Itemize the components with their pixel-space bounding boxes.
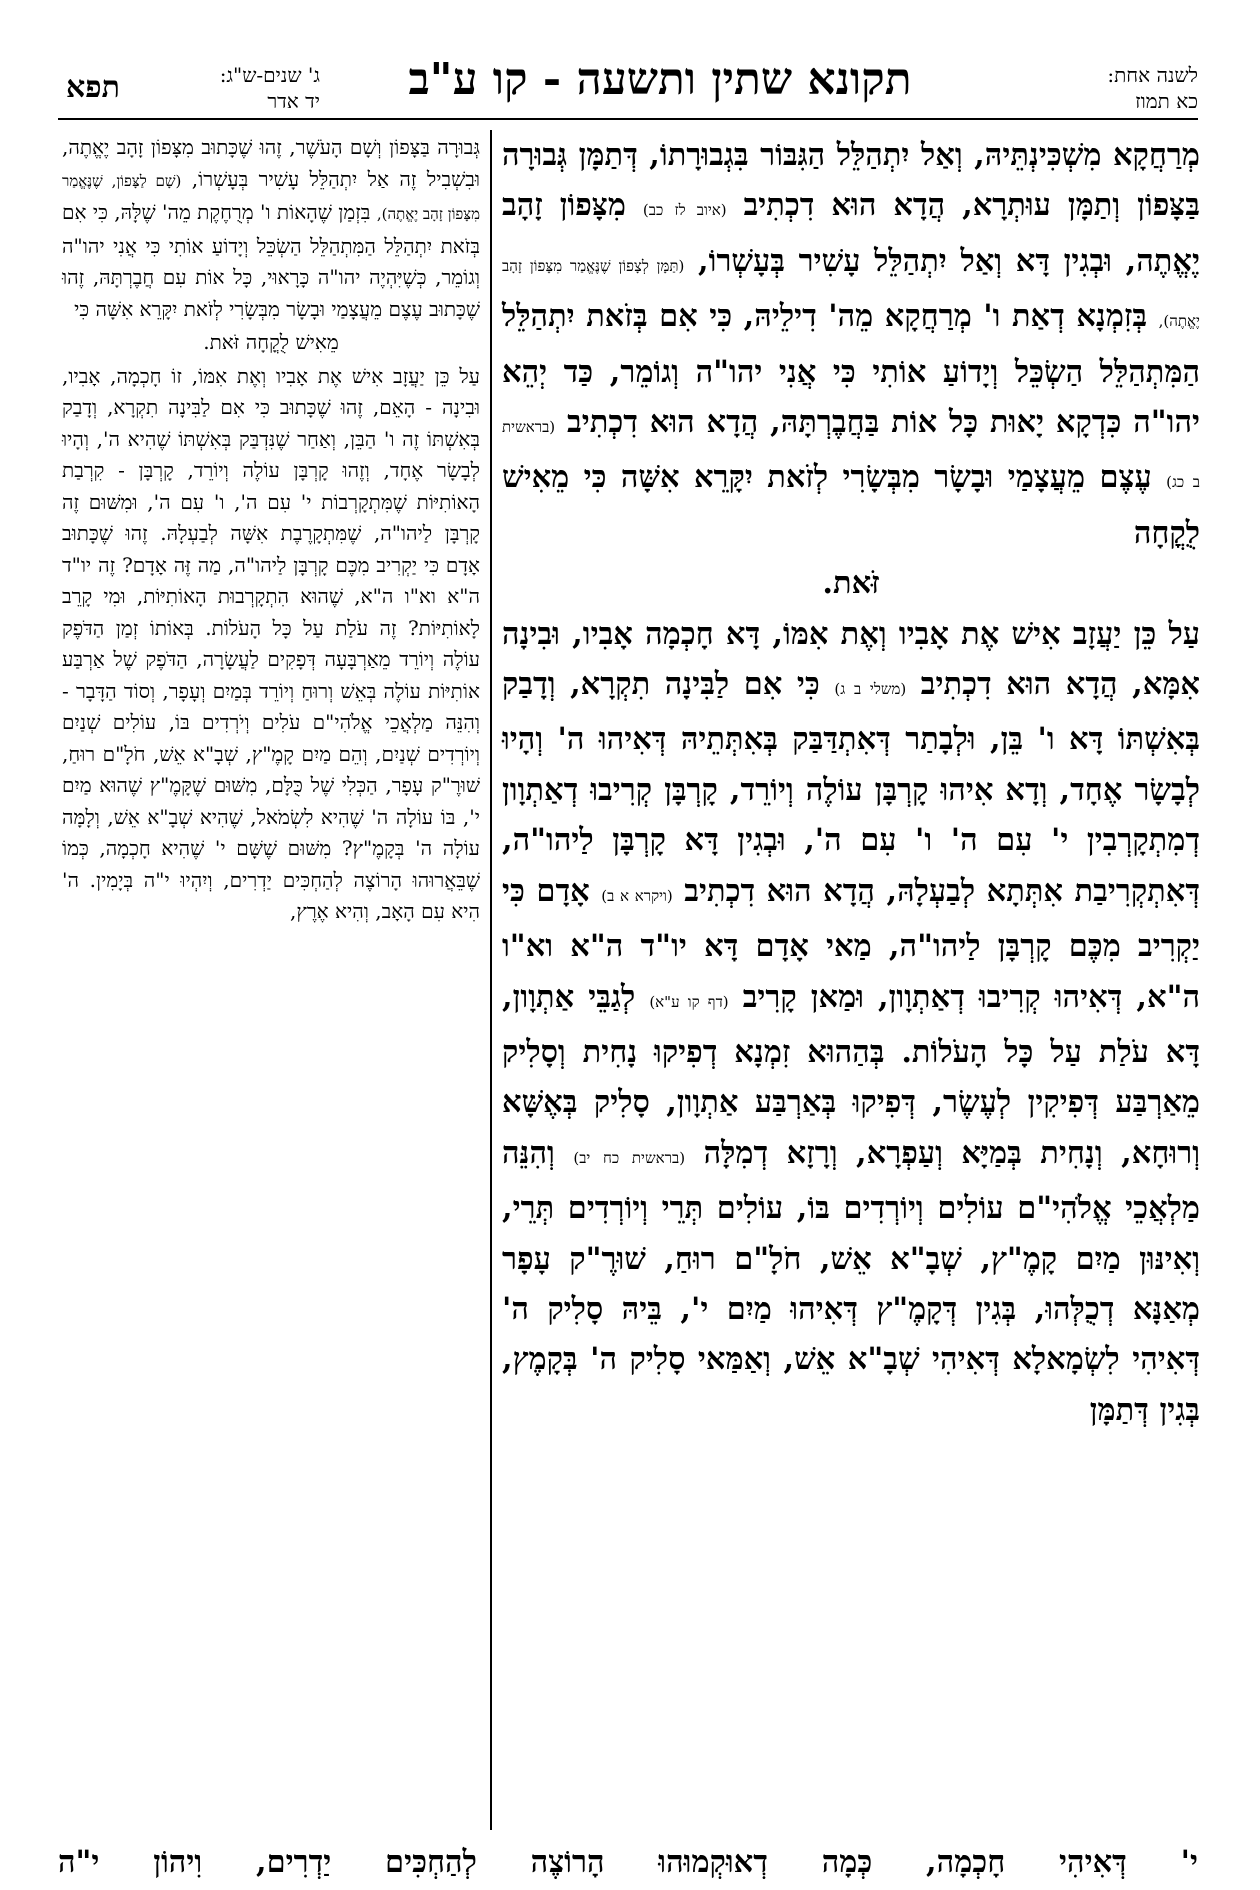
header-left-line2: יד אדר bbox=[267, 89, 320, 113]
source-citation: (ויקרא א ב) bbox=[601, 886, 673, 905]
main-paragraph-1 bbox=[502, 130, 1200, 558]
page-title: תקונא שתין ותשעה - קו ע"ב bbox=[408, 54, 912, 105]
page-number: תפא bbox=[66, 70, 120, 105]
source-citation: (איוב לז כב) bbox=[642, 201, 727, 220]
main-text: מִצָּפוֹן זָהָב יֶאֱתֶה, וּבְגִין דָּא וְאַל יִתְהַלֵּל עָשִׁיר בְּעָשְׁרוֹ, bbox=[502, 187, 1200, 279]
translation-column bbox=[62, 132, 480, 1832]
translation-paragraph-1-end: מֵאִישׁ לֻקֳחָה זֹּאת. bbox=[203, 330, 339, 354]
main-text-continuation: י' דְּאִיהִי חָכְמָה, כְּמָה דְאוּקְמוּהוּ הָרוֹצֶה לְהַחְכִּים יַדְרִים, וִיהוֹן י"ה bbox=[58, 1844, 1198, 1880]
translation-text: גְּבוּרָה בַּצָּפוֹן וְשָׁם הָעֹשֶׁר, זֶהוּ שֶׁכָּתוּב מִצָּפוֹן זָהָב יֶאֱתֶה, וּבִשְׁבִיל זֶה אַל יִתְהַלֵּל עָשִׁיר בְּעָשְׁרוֹ, bbox=[62, 135, 481, 191]
header-left-info bbox=[140, 62, 320, 114]
main-paragraph-2 bbox=[502, 609, 1200, 1436]
column-divider bbox=[490, 130, 492, 1830]
source-citation: (בראשית כח יב) bbox=[573, 1148, 686, 1167]
source-citation: (דף קו ע"א) bbox=[649, 992, 729, 1011]
main-text: אָדָם כִּי יַקְרִיב מִכֶּם קָרְבָּן לַיהו"ה, מַאי אָדָם דָּא יו"ד ה"א וא"ו ה"א, דְּאִיהוּ קְרִיבוּ דְאַתְוָון, וּמַאן קָרִיב bbox=[502, 872, 1201, 1015]
main-paragraph-1-end: זֹּאת. bbox=[822, 565, 880, 602]
header-rule bbox=[58, 118, 1198, 120]
main-text: עַל כֵּן יַעֲזָב אִישׁ אֶת אָבִיו וְאֶת אִמּוֹ, דָּא חָכְמָה אָבִיו, וּבִינָה אִמָּא, הֲדָא הוּא דִכְתִיב bbox=[502, 615, 1200, 703]
source-citation: (משלי ב ג) bbox=[834, 680, 907, 699]
header-right-line2: כא תמוז bbox=[1135, 89, 1198, 113]
main-text: בְּזִמְנָא דְאַת ו' מְרַחֲקָא מֵה' דִילֵיהּ, כִּי אִם בְּזֹאת יִתְהַלֵּל הַמִּתְהַלֵּל הַשְׂכֵּל וְיָדוֹעַ אוֹתִי כִּי אֲנִי יהו"ה וְגוֹמֵר, כַּד יְהֵא יהו"ה כִּדְקָא יָאוּת כָּל אוֹת בַּחֲבֶרְתָּהּ, הֲדָא הוּא דִכְתִיב bbox=[502, 298, 1200, 441]
page-header bbox=[0, 0, 1260, 113]
header-right-info bbox=[1048, 62, 1198, 114]
main-text-column bbox=[502, 130, 1200, 1830]
main-text: וְהִנֵּה מַלְאֲכֵי אֱלֹהִי"ם עוֹלִים וְיוֹרְדִים בּוֹ, עוֹלִים תְּרֵי וְיוֹרְדִים תְּרֵי, וְאִינּוּן מַיִם קָמֶ"ץ, שְׁבָ"א אֵשׁ, חֹלָ"ם רוּחַ, שׁוּרֶ"ק עָפָר מְאַנָּא דְכֻלְּהוּ, בְּגִין דְּקָמֶ"ץ דְּאִיהוּ מַיִם י', בֵּיהּ סָלִיק ה' דְּאִיהִי לִשְׂמָאלָא דְּאִיהִי שְׁבָ"א אֵשׁ, וְאַמַּאי סָלִיק ה' בְּקָמֶץ, בְּגִין דְּתַמָּן bbox=[502, 1134, 1200, 1428]
source-citation: (בראשית ב כג) bbox=[502, 418, 1200, 492]
main-text: מְרַחֲקָא מִשְׁכִּינְתֵּיהּ, וְאַל יִתְהַלֵּל הַגִּבּוֹר בִּגְבוּרָתוֹ, דְּתַמָּן גְּבוּרָה בַּצָּפוֹן וְתַמָּן עוּתְרָא, הֲדָא הוּא דִכְתִיב bbox=[502, 137, 1200, 224]
main-text: עֶצֶם מֵעֲצָמַי וּבָשָׂר מִבְּשָׂרִי לְזֹאת יִקָּרֵא אִשָּׁה כִּי מֵאִישׁ לֻקֳחָה bbox=[502, 459, 1200, 551]
main-text: כִּי אִם לַבִּינָה תִקְרָא, וְדָבַק בְּאִשְׁתּוֹ דָּא ו' בֵּן, וּלְבָתַר דְּאִתְדַּבַּק בְּאִתְּתֵיהּ דְּאִיהוּ ה' וְהָיוּ לְבָשָׂר אֶחָד, וְדָא אִיהוּ קָרְבָּן עוֹלֶה וְיוֹרֵד, קָרְבָּן קְרִיבוּ דְאַתְוָון דְמִתְקָרְבִין י' עִם ה' ו' עִם ה', וּבְגִין דָּא קָרְבָּן לַיהו"ה, דְּאִתְקְרִיבַת אִתְּתָא לְבַעְלָהּ, הֲדָא הוּא דִכְתִיב bbox=[502, 666, 1200, 909]
header-left-line1: ג' שנים-ש"ג: bbox=[219, 63, 320, 87]
translation-paragraph-1 bbox=[62, 132, 480, 325]
translation-text: בִּזְמַן שֶׁהָאוֹת ו' מְרֻחֶקֶת מֵה' שֶׁלָּהּ, כִּי אִם בְּזֹאת יִתְהַלֵּל הַמִּתְהַלֵּל הַשְׂכֵּל וְיָדוֹעַ אוֹתִי כִּי אֲנִי יהו"ה וְגוֹמֵר, כְּשֶׁיִּהְיֶה יהו"ה כָּרָאוּי, כָּל אוֹת עִם חֲבֶרְתָּהּ, זֶהוּ שֶׁכָּתוּב עֶצֶם מֵעֲצָמַי וּבָשָׂר מִבְּשָׂרִי לְזֹאת יִקָּרֵא אִשָּׁה כִּי bbox=[62, 200, 480, 321]
header-right-line1: לשנה אחת: bbox=[1107, 63, 1198, 87]
source-citation: (שָׁם לַצָּפוֹן, שֶׁנֶּאֱמַר מִצָּפוֹן זָהָב יֶאֱתֶה), bbox=[62, 171, 481, 223]
translation-paragraph-2: עַל כֵּן יַעֲזָב אִישׁ אֶת אָבִיו וְאֶת אִמּוֹ, זוֹ חָכְמָה, אָבִיו, וּבִינָה - הָאֵם, זֶהוּ שֶׁכָּתוּב כִּי אִם לַבִּינָה תִקְרָא, וְדָבַק בְּאִשְׁתּוֹ זֶה ו' הַבֵּן, וְאַחַר שֶׁנִּדְבַּק בְּאִשְׁתּוֹ שֶׁהִיא ה', וְהָיוּ לְבָשָׂר אֶחָד, וְזֶהוּ קָרְבָּן עוֹלֶה וְיוֹרֵד, קָרְבָּן - קִרְבַת הָאוֹתִיּוֹת שֶׁמִּתְקָרְבוֹת י' עִם ה', ו' עִם ה', וּמִשּׁוּם זֶה קָרְבָּן לַיהו"ה, שֶׁמִּתְקָרֶבֶת אִשָּׁה לְבַעְלָהּ. זֶהוּ שֶׁכָּתוּב אָדָם כִּי יַקְרִיב מִכֶּם קָרְבָּן לַיהו"ה, מַה זֶּה אָדָם? זֶה יו"ד ה"א וא"ו ה"א, שֶׁהוּא הִתְקָרְבוּת הָאוֹתִיּוֹת, וּמִי קָרֵב לָאוֹתִיּוֹת? זֶה עֹלַת עַל כָּל הָעֹלוֹת. בְּאוֹתוֹ זְמַן הַדֹּפֶק עוֹלֶה וְיוֹרֵד מֵאַרְבָּעָה דְּפָקִים לַעֲשָׂרָה, הַדֹּפֶק שֶׁל אַרְבַּע אוֹתִיּוֹת עוֹלֶה בְּאֵשׁ וְרוּחַ וְיוֹרֵד בְּמַיִם וְעָפָר, וְסוֹד הַדָּבָר - וְהִנֵּה מַלְאֲכֵי אֱלֹהִי"ם עֹלִים וְיֹרְדִים בּוֹ, עוֹלִים שְׁנַיִם וְיוֹרְדִים שְׁנַיִם, וְהֵם מַיִם קָמֶ"ץ, שְׁבָ"א אֵשׁ, חֹלָ"ם רוּחַ, שׁוּרֶ"ק עָפָר, הַכְּלִי שֶׁל כֻּלָּם, מִשּׁוּם שֶׁקָּמֶ"ץ שֶׁהוּא מַיִם י', בּוֹ עוֹלָה ה' שֶׁהִיא לִשְׂמֹאל, שֶׁהִיא שְׁבָ"א אֵשׁ, וְלָמָּה עוֹלָה ה' בְּקָמֶ"ץ? מִשּׁוּם שֶׁשָּׁם י' שֶׁהִיא חָכְמָה, כְּמוֹ שֶׁבֵּאֲרוּהוּ הָרוֹצֶה לְהַחְכִּים יַדְרִים, וְיִהְיוּ י"ה בְּיָמִין. ה' הִיא עִם הָאָב, וְהִיא אֶרֶץ, bbox=[62, 363, 480, 923]
source-citation: (תַּמָּן לְצָפוֹן שֶׁנֶּאֱמַר מִצָּפוֹן זָהָב יֶאֱתֶה), bbox=[502, 256, 1200, 331]
main-text: לְגַבֵּי אַתְוָון, דָּא עֹלַת עַל כָּל הָעֹלוֹת. בְּהַהוּא זִמְנָא דְפִיקוּ נָחִית וְסָלִיק מֵאַרְבַּע דְּפִיקִין לְעֶשֶׂר, דְּפִיקוּ בְּאַרְבַּע אַתְוָון, סָלִיק בְּאֶשָּׁא וְרוּחָא, וְנָחִית בְּמַיָּא וְעַפְרָא, וְרָזָא דְמִלָּה bbox=[502, 978, 1201, 1171]
